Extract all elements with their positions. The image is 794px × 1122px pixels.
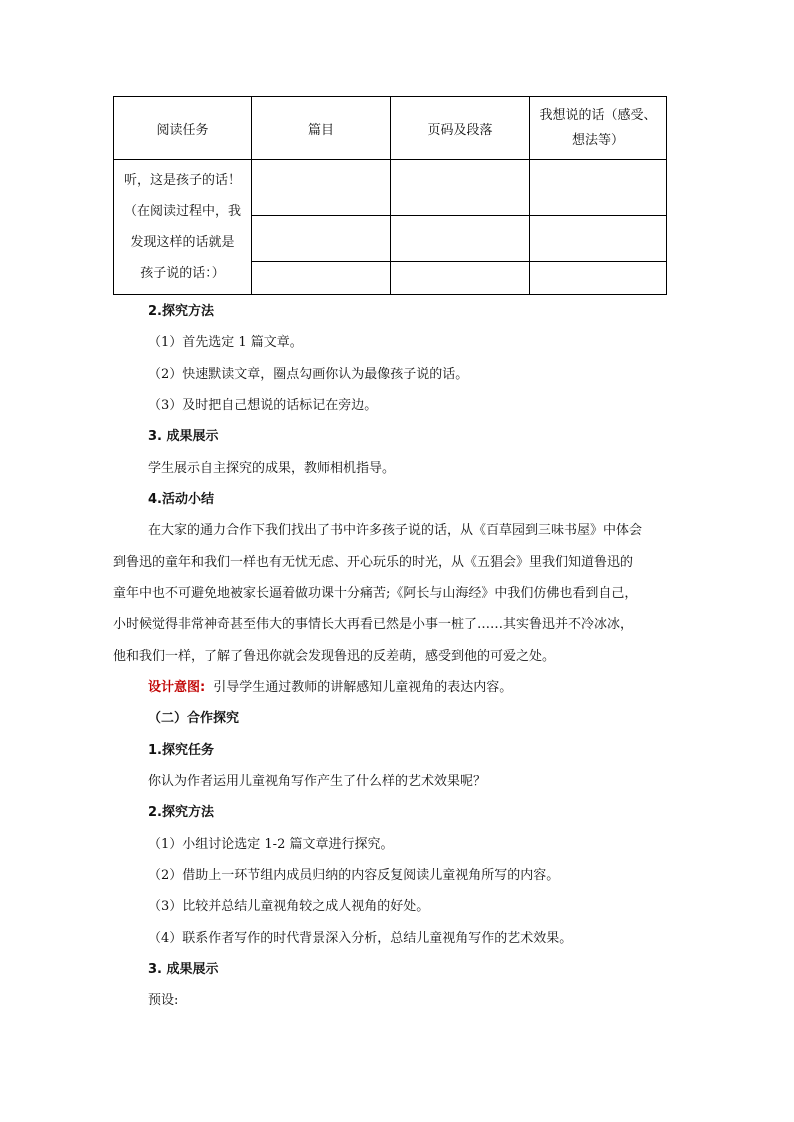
empty-cell[interactable] bbox=[391, 160, 530, 216]
section-heading: 4.活动小结 bbox=[148, 492, 214, 507]
design-intent-text: 引导学生通过教师的讲解感知儿童视角的表达内容。 bbox=[213, 680, 513, 695]
summary-line: 到鲁迅的童年和我们一样也有无忧无虑、开心玩乐的时光，从《五猖会》里我们知道鲁迅的 bbox=[113, 555, 634, 570]
summary-line: 童年中也不可避免地被家长逼着做功课十分痛苦;《阿长与山海经》中我们仿佛也看到自己， bbox=[113, 586, 638, 601]
header-cell-thoughts bbox=[530, 97, 667, 160]
method-item: （4）联系作者写作的时代背景深入分析，总结儿童视角写作的艺术效果。 bbox=[148, 931, 573, 946]
reading-task-table bbox=[113, 96, 667, 295]
summary-line: 他和我们一样，了解了鲁迅你就会发现鲁迅的反差萌，感受到他的可爱之处。 bbox=[113, 649, 556, 664]
method-item: （3）及时把自己想说的话标记在旁边。 bbox=[148, 398, 378, 413]
design-intent-label: 设计意图: bbox=[148, 680, 206, 695]
empty-cell[interactable] bbox=[252, 262, 391, 295]
method-item: （3）比较并总结儿童视角较之成人视角的好处。 bbox=[148, 899, 430, 914]
header-thoughts-line: 想法等） bbox=[571, 133, 624, 148]
task-line: 听，这是孩子的话！ bbox=[123, 173, 241, 188]
empty-cell[interactable] bbox=[530, 160, 667, 216]
method-item: （2）快速默读文章，圈点勾画你认为最像孩子说的话。 bbox=[148, 367, 469, 382]
header-thoughts-line: 我想说的话（感受、 bbox=[539, 108, 657, 123]
section-heading: 2.探究方法 bbox=[148, 805, 214, 820]
header-cell-page: 页码及段落 bbox=[391, 97, 530, 160]
design-intent bbox=[148, 678, 512, 698]
section-heading: 1.探究任务 bbox=[148, 743, 214, 758]
result-text: 学生展示自主探究的成果，教师相机指导。 bbox=[148, 461, 396, 476]
table-row bbox=[114, 160, 667, 216]
empty-cell[interactable] bbox=[530, 216, 667, 262]
method-item: （2）借助上一环节组内成员归纳的内容反复阅读儿童视角所写的内容。 bbox=[148, 868, 560, 883]
empty-cell[interactable] bbox=[391, 262, 530, 295]
summary-line: 小时候觉得非常神奇甚至伟大的事情长大再看已然是小事一桩了……其实鲁迅并不冷冰冰， bbox=[113, 617, 634, 632]
empty-cell[interactable] bbox=[252, 160, 391, 216]
section-heading: 3. 成果展示 bbox=[148, 962, 219, 977]
task-line: （在阅读过程中，我 bbox=[123, 204, 241, 219]
preset-text: 预设: bbox=[148, 993, 179, 1008]
header-cell-title: 篇目 bbox=[252, 97, 391, 160]
task-line: 发现这样的话就是 bbox=[130, 235, 235, 250]
section-heading: 2.探究方法 bbox=[148, 304, 214, 319]
section-heading: 3. 成果展示 bbox=[148, 429, 219, 444]
method-item: （1）小组讨论选定 1-2 篇文章进行探究。 bbox=[148, 837, 394, 852]
summary-line: 在大家的通力合作下我们找出了书中许多孩子说的话，从《百草园到三味书屋》中体会 bbox=[148, 523, 643, 538]
task-text: 你认为作者运用儿童视角写作产生了什么样的艺术效果呢？ bbox=[148, 774, 487, 789]
method-item: （1）首先选定 1 篇文章。 bbox=[148, 335, 303, 350]
task-line: 孩子说的话：） bbox=[140, 266, 225, 281]
table-header-row bbox=[114, 97, 667, 160]
empty-cell[interactable] bbox=[530, 262, 667, 295]
task-description-cell bbox=[114, 160, 252, 295]
empty-cell[interactable] bbox=[252, 216, 391, 262]
empty-cell[interactable] bbox=[391, 216, 530, 262]
header-cell-task: 阅读任务 bbox=[114, 97, 252, 160]
part-title: （二）合作探究 bbox=[148, 711, 240, 726]
